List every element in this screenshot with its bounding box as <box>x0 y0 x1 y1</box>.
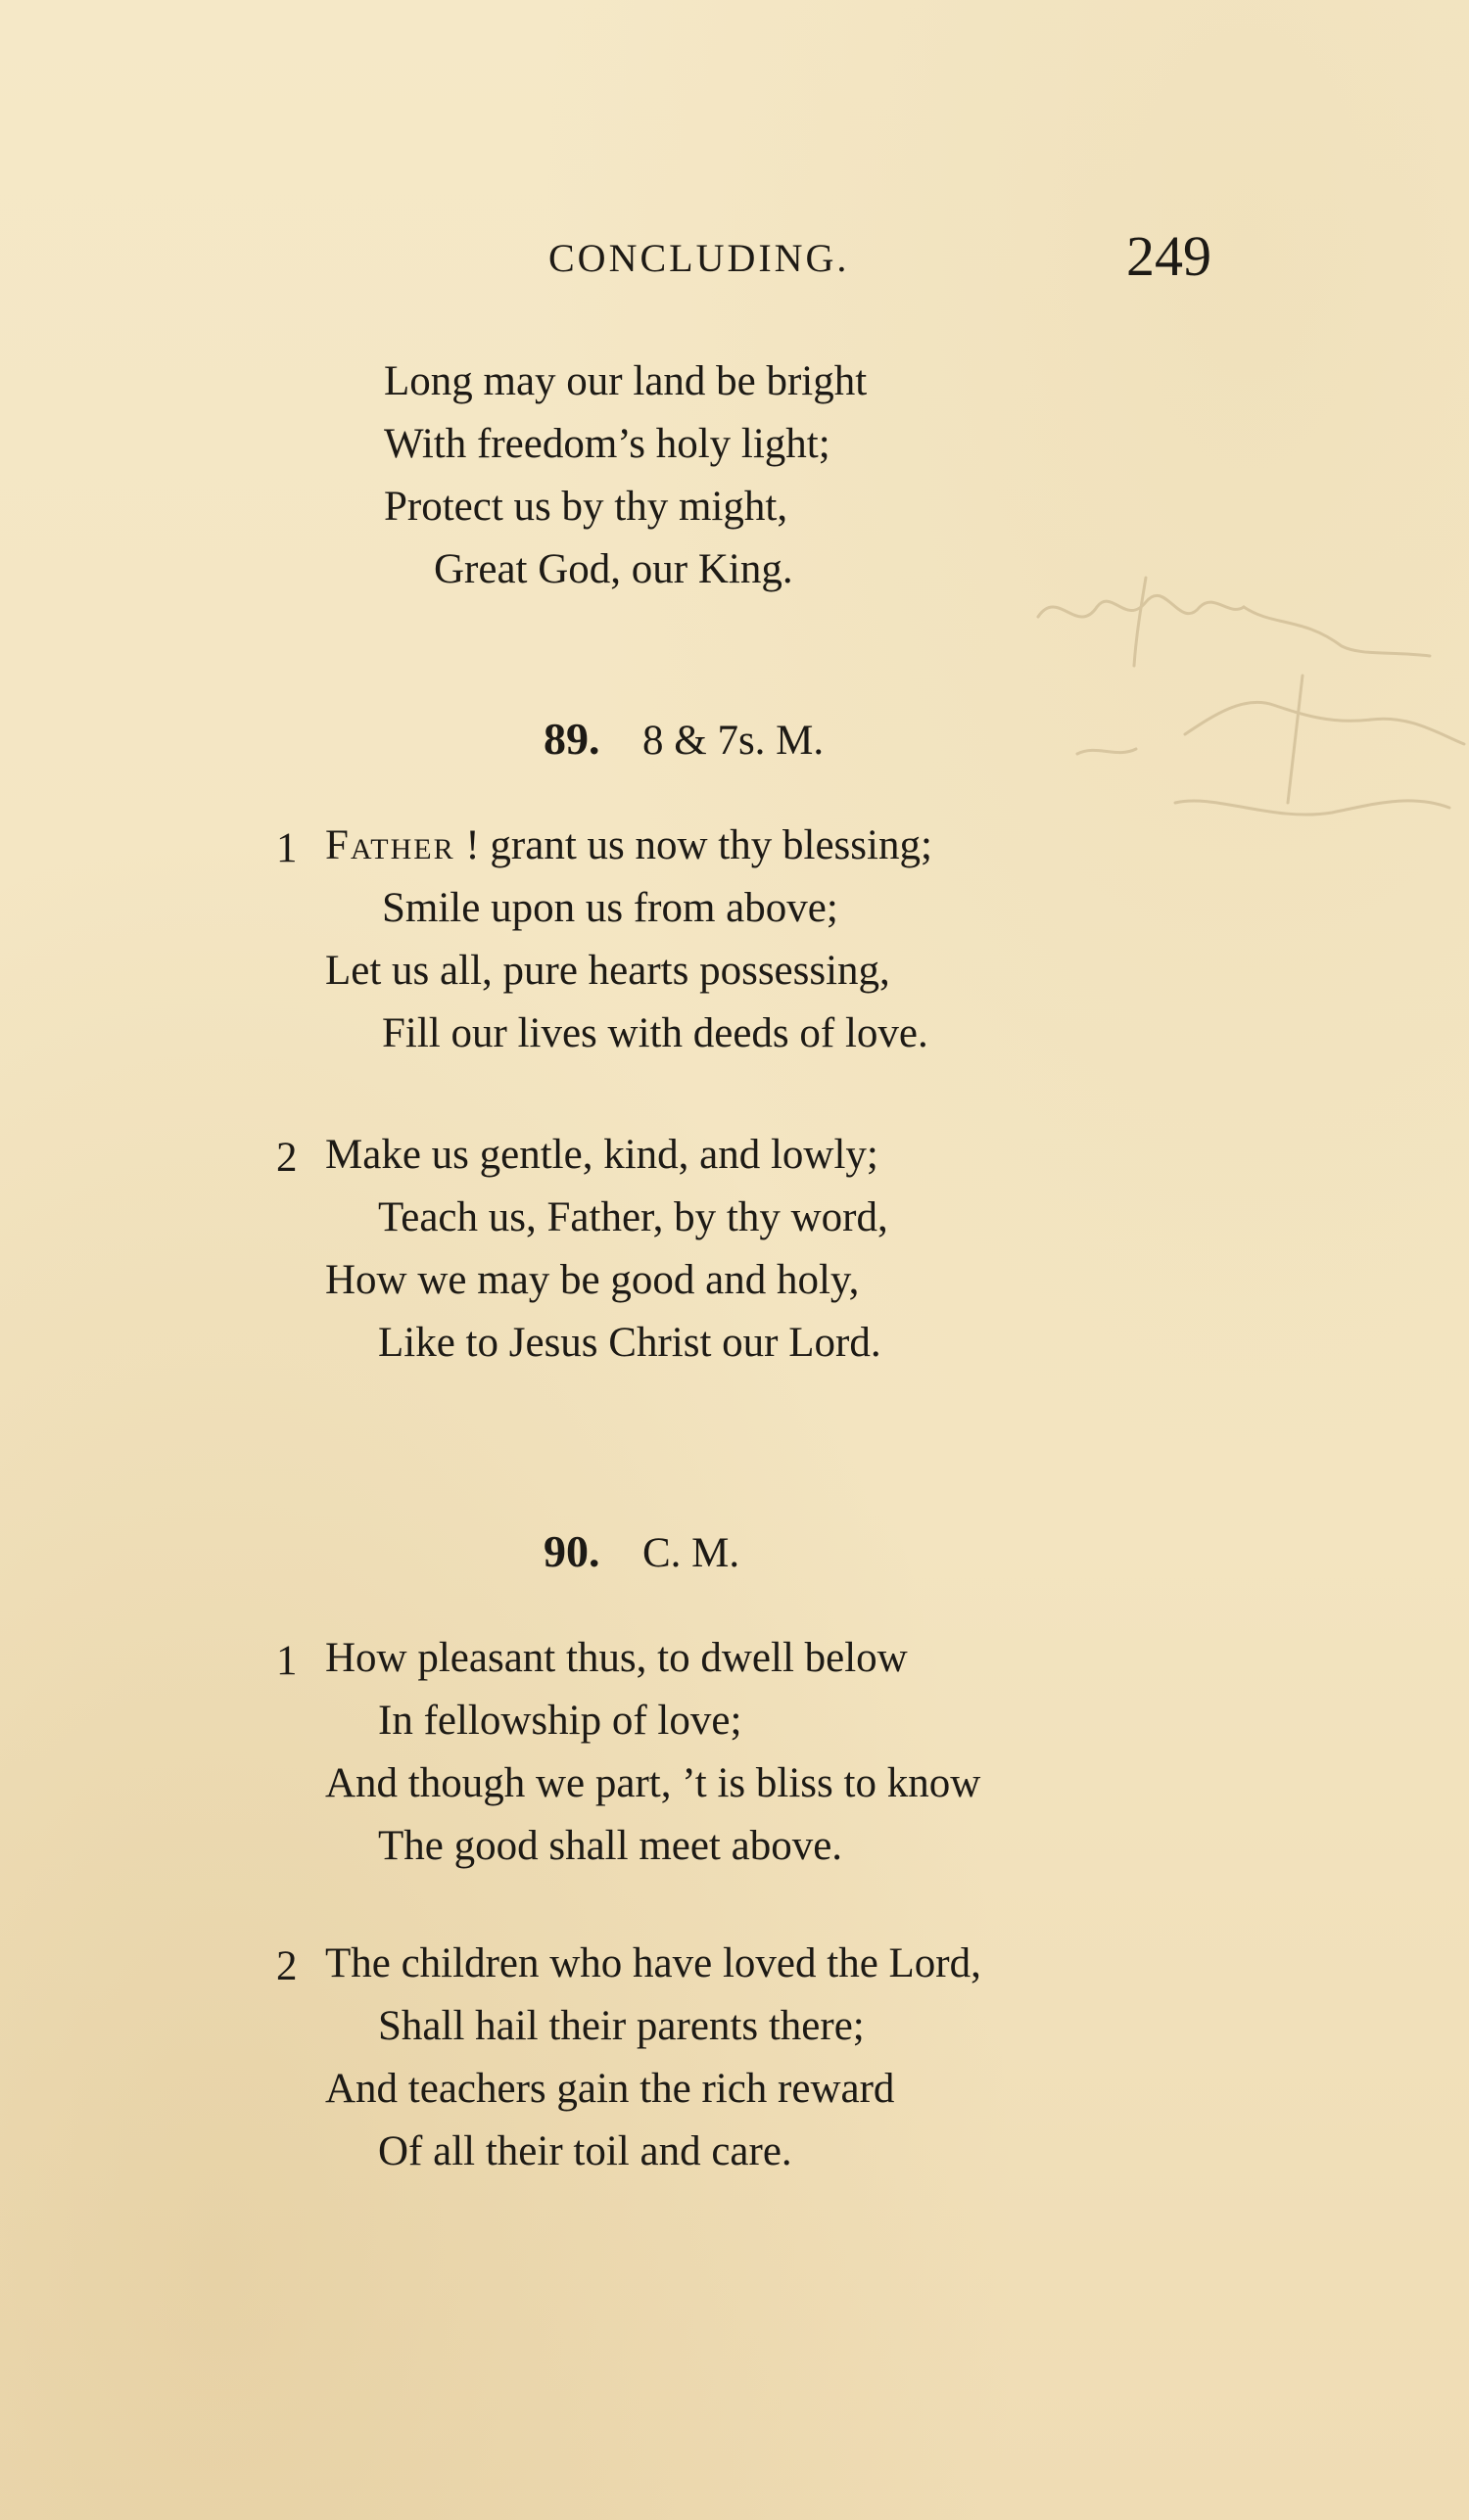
hymn-89-heading <box>544 713 824 765</box>
verse-line: How we may be good and holy, <box>325 1257 860 1303</box>
verse-line: Like to Jesus Christ our Lord. <box>378 1320 881 1366</box>
verse-number: 1 <box>276 1638 298 1684</box>
stanza-line: With freedom’s holy light; <box>384 421 830 467</box>
pencil-handwriting <box>1019 548 1469 959</box>
running-title: CONCLUDING. <box>548 236 850 280</box>
hymn-meter: C. M. <box>642 1530 740 1576</box>
verse-line: Let us all, pure hearts possessing, <box>325 948 890 994</box>
stanza-line: Long may our land be bright <box>384 358 868 404</box>
verse-line: Teach us, Father, by thy word, <box>378 1194 888 1240</box>
page-number: 249 <box>1126 224 1211 288</box>
verse-line: The children who have loved the Lord, <box>325 1940 981 1986</box>
verse-line: The good shall meet above. <box>378 1823 843 1869</box>
hymn-meter: 8 & 7s. M. <box>642 718 825 764</box>
verse-number: 2 <box>276 1135 298 1181</box>
verse-line: And teachers gain the rich reward <box>325 2066 895 2112</box>
stanza-line: Great God, our King. <box>434 546 793 592</box>
verse-line: And though we part, ’t is bliss to know <box>325 1760 981 1806</box>
verse-first-word: Father <box>325 822 455 868</box>
verse-first-line-rest: ! grant us now thy blessing; <box>465 822 932 868</box>
verse-line: Shall hail their parents there; <box>378 2003 865 2049</box>
stanza-line: Protect us by thy might, <box>384 484 788 530</box>
verse-line: Of all their toil and care. <box>378 2128 792 2174</box>
hymn-number: 89. <box>544 714 600 764</box>
verse-line: Make us gentle, kind, and lowly; <box>325 1132 878 1178</box>
verse-number: 2 <box>276 1943 298 1989</box>
verse-number: 1 <box>276 825 298 871</box>
verse-line: In fellowship of love; <box>378 1698 742 1744</box>
verse-line: How pleasant thus, to dwell below <box>325 1635 908 1681</box>
hymn-number: 90. <box>544 1526 600 1576</box>
hymn-90-heading <box>544 1525 739 1577</box>
verse-line: Fill our lives with deeds of love. <box>382 1010 928 1056</box>
verse-line: Smile upon us from above; <box>382 885 838 931</box>
verse-line <box>325 824 932 866</box>
